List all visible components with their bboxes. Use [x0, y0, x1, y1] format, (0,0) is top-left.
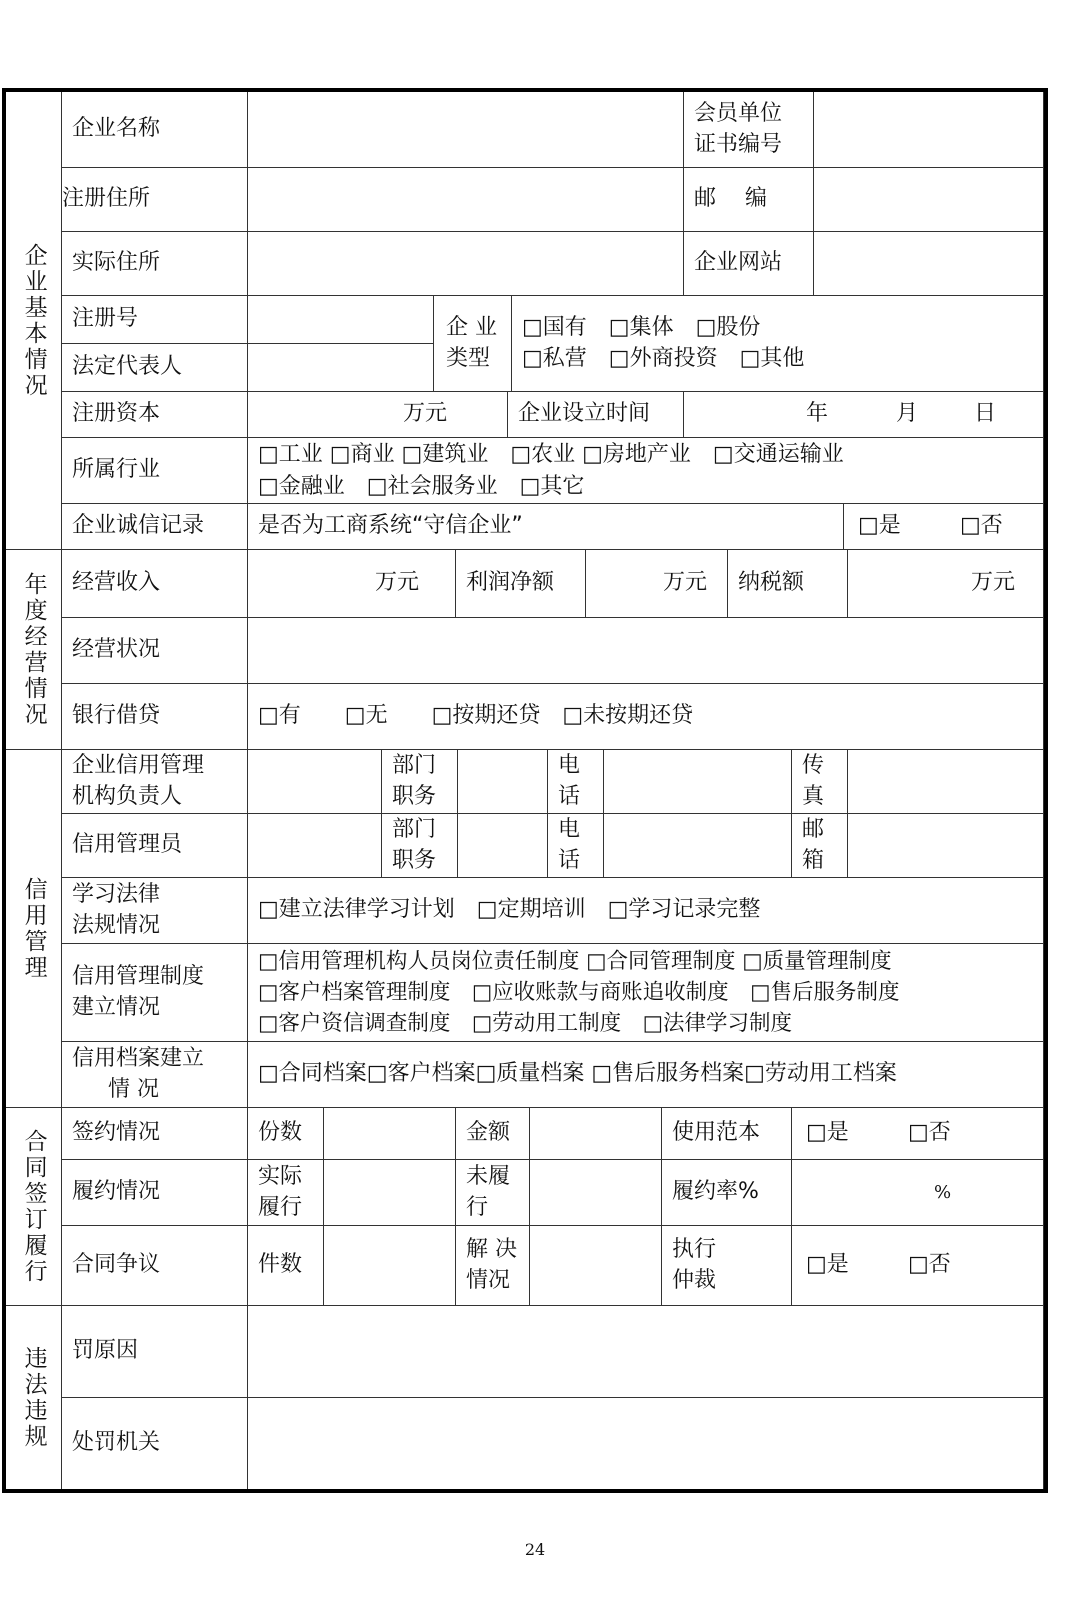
legal-rep-field[interactable] — [248, 344, 434, 392]
label-credit-archive-line1: 信用档案建立 — [72, 1045, 205, 1071]
label-actual-line1: 实际 — [258, 1163, 303, 1189]
label-actual-address: 实际住所 — [62, 232, 248, 296]
label-mail-line2: 箱 — [802, 847, 825, 873]
company-type-options[interactable] — [512, 296, 1044, 392]
label-fax-line1: 传 — [802, 752, 825, 778]
label-performance-rate: 履约率% — [662, 1160, 792, 1226]
page-number: 24 — [524, 1540, 546, 1559]
label-actual-line2: 履行 — [258, 1194, 303, 1220]
industry-options-line1[interactable]: □工业 □商业 □建筑业 □农业 □房地产业 □交通运输业 — [258, 441, 844, 467]
label-credit-manager-tel — [548, 814, 604, 878]
section-label-annual: 年度经营情况 — [6, 550, 62, 750]
label-tax: 纳税额 — [728, 550, 848, 618]
label-company-type-line1: 企 业 — [446, 314, 497, 340]
label-mail-line1: 邮 — [802, 816, 825, 842]
integrity-no-checkbox[interactable]: □否 — [960, 513, 1003, 539]
template-options[interactable] — [792, 1108, 1044, 1160]
label-dept-line2: 职务 — [392, 783, 437, 809]
credit-system-options-line3[interactable]: □客户资信调查制度 □劳动用工制度 □法律学习制度 — [258, 1011, 792, 1037]
label-dispute-count: 件数 — [248, 1226, 324, 1306]
postcode-field[interactable] — [814, 168, 1044, 232]
label-reg-capital: 注册资本 — [62, 392, 248, 438]
net-profit-unit: 万元 — [662, 570, 707, 596]
credit-manager-mail-field[interactable] — [848, 814, 1044, 878]
reg-address-field[interactable] — [248, 168, 684, 232]
penalty-reason-field[interactable] — [248, 1306, 1044, 1398]
website-field[interactable] — [814, 232, 1044, 296]
arbitration-yes-checkbox[interactable]: □是 — [806, 1252, 849, 1278]
template-no-checkbox[interactable]: □否 — [908, 1120, 951, 1146]
company-type-options-line1[interactable]: □国有 □集体 □股份 — [522, 314, 761, 340]
label-dept-line2: 职务 — [392, 847, 437, 873]
label-credit-head — [62, 750, 248, 814]
credit-archive-options[interactable]: □合同档案□客户档案□质量档案 □售后服务档案□劳动用工档案 — [248, 1042, 1044, 1108]
tax-field[interactable] — [848, 550, 1044, 618]
label-credit-head-line1: 企业信用管理 — [72, 752, 205, 778]
label-arbitration-line2: 仲裁 — [672, 1267, 717, 1293]
label-reg-address: 注册住所 — [62, 168, 248, 232]
label-penalty-authority: 处罚机关 — [62, 1398, 248, 1489]
template-yes-checkbox[interactable]: □是 — [806, 1120, 849, 1146]
copies-field[interactable] — [324, 1108, 456, 1160]
credit-head-fax-field[interactable] — [848, 750, 1044, 814]
revenue-unit: 万元 — [374, 570, 419, 596]
unperformed-field[interactable] — [530, 1160, 662, 1226]
label-fax-line2: 真 — [802, 783, 825, 809]
reg-capital-unit: 万元 — [402, 401, 447, 427]
bank-loan-options[interactable]: □有 □无 □按期还贷 □未按期还贷 — [248, 684, 1044, 750]
credit-manager-name-field[interactable] — [248, 814, 382, 878]
label-legal-rep: 法定代表人 — [62, 344, 248, 392]
label-tel-line2: 话 — [558, 847, 581, 873]
label-template: 使用范本 — [662, 1108, 792, 1160]
label-law-study-line2: 法规情况 — [72, 912, 161, 938]
registration-form — [6, 92, 1044, 1489]
label-credit-system-line1: 信用管理制度 — [72, 963, 205, 989]
est-year-label: 年 — [806, 401, 829, 427]
label-signing: 签约情况 — [62, 1108, 248, 1160]
industry-options[interactable] — [248, 438, 1044, 504]
label-penalty-reason: 罚原因 — [62, 1306, 248, 1398]
reg-capital-field[interactable] — [248, 392, 508, 438]
est-month-label: 月 — [896, 401, 919, 427]
label-credit-manager-mail — [792, 814, 848, 878]
label-net-profit: 利润净额 — [456, 550, 586, 618]
company-name-field[interactable] — [248, 92, 684, 168]
label-member-cert — [684, 92, 814, 168]
credit-head-name-field[interactable] — [248, 750, 382, 814]
member-cert-field[interactable] — [814, 92, 1044, 168]
label-credit-head-line2: 机构负责人 — [72, 783, 183, 809]
dispute-count-field[interactable] — [324, 1226, 456, 1306]
label-actual-performed — [248, 1160, 324, 1226]
label-member-cert-line1: 会员单位 — [694, 100, 783, 126]
label-credit-archive-line2: 情 况 — [108, 1076, 159, 1102]
label-credit-manager: 信用管理员 — [62, 814, 248, 878]
integrity-question: 是否为工商系统“守信企业” — [248, 504, 844, 550]
credit-manager-tel-field[interactable] — [604, 814, 792, 878]
form-frame — [2, 88, 1048, 1493]
label-credit-system — [62, 944, 248, 1042]
label-resolution-line2: 情况 — [466, 1267, 511, 1293]
label-law-study — [62, 878, 248, 944]
reg-no-field[interactable] — [248, 296, 434, 344]
label-industry: 所属行业 — [62, 438, 248, 504]
amount-field[interactable] — [530, 1108, 662, 1160]
label-credit-archive — [62, 1042, 248, 1108]
label-company-type-line2: 类型 — [446, 345, 491, 371]
label-business-status: 经营状况 — [62, 618, 248, 684]
label-resolution-line1: 解 决 — [466, 1236, 517, 1262]
label-copies: 份数 — [248, 1108, 324, 1160]
label-website: 企业网站 — [684, 232, 814, 296]
label-dispute: 合同争议 — [62, 1226, 248, 1306]
label-reg-no: 注册号 — [62, 296, 248, 344]
label-integrity: 企业诚信记录 — [62, 504, 248, 550]
credit-head-dept-field[interactable] — [458, 750, 548, 814]
label-est-time: 企业设立时间 — [508, 392, 684, 438]
label-resolution — [456, 1226, 530, 1306]
label-unperformed — [456, 1160, 530, 1226]
credit-system-options[interactable] — [248, 944, 1044, 1042]
label-amount: 金额 — [456, 1108, 530, 1160]
company-type-options-line2[interactable]: □私营 □外商投资 □其他 — [522, 345, 805, 371]
credit-manager-dept-field[interactable] — [458, 814, 548, 878]
label-credit-system-line2: 建立情况 — [72, 994, 161, 1020]
label-credit-head-fax — [792, 750, 848, 814]
label-credit-head-tel — [548, 750, 604, 814]
label-postcode: 邮 编 — [684, 168, 814, 232]
industry-options-line2[interactable]: □金融业 □社会服务业 □其它 — [258, 473, 585, 499]
label-arbitration — [662, 1226, 792, 1306]
performance-rate-field[interactable] — [792, 1160, 1044, 1226]
label-tel-line2: 话 — [558, 783, 581, 809]
section-label-credit: 信用管理 — [6, 750, 62, 1108]
actual-performed-field[interactable] — [324, 1160, 456, 1226]
est-time-field[interactable] — [684, 392, 1044, 438]
net-profit-field[interactable] — [586, 550, 728, 618]
section-label-violation: 违法违规 — [6, 1306, 62, 1489]
section-label-contract: 合同签订履行 — [6, 1108, 62, 1306]
section-label-basic: 企业基本情况 — [6, 92, 62, 550]
credit-head-tel-field[interactable] — [604, 750, 792, 814]
label-arbitration-line1: 执行 — [672, 1236, 717, 1262]
tax-unit: 万元 — [970, 570, 1015, 596]
label-company-type — [434, 296, 512, 392]
label-credit-manager-dept — [382, 814, 458, 878]
label-bank-loan: 银行借贷 — [62, 684, 248, 750]
actual-address-field[interactable] — [248, 232, 684, 296]
credit-system-options-line1[interactable]: □信用管理机构人员岗位责任制度 □合同管理制度 □质量管理制度 — [258, 948, 892, 974]
label-company-name: 企业名称 — [62, 92, 248, 168]
label-dept-line1: 部门 — [392, 816, 437, 842]
percent-sign: % — [933, 1181, 952, 1203]
law-study-options[interactable]: □建立法律学习计划 □定期培训 □学习记录完整 — [248, 878, 1044, 944]
label-dept-line1: 部门 — [392, 752, 437, 778]
label-credit-head-dept — [382, 750, 458, 814]
integrity-options[interactable] — [844, 504, 1044, 550]
label-tel-line1: 电 — [558, 752, 581, 778]
arbitration-options[interactable] — [792, 1226, 1044, 1306]
label-revenue: 经营收入 — [62, 550, 248, 618]
arbitration-no-checkbox[interactable]: □否 — [908, 1252, 951, 1278]
penalty-authority-field[interactable] — [248, 1398, 1044, 1489]
label-law-study-line1: 学习法律 — [72, 881, 161, 907]
integrity-yes-checkbox[interactable]: □是 — [858, 513, 901, 539]
label-performance: 履约情况 — [62, 1160, 248, 1226]
business-status-field[interactable] — [248, 618, 1044, 684]
label-unperformed-line2: 行 — [466, 1194, 489, 1220]
est-day-label: 日 — [974, 401, 997, 427]
credit-system-options-line2[interactable]: □客户档案管理制度 □应收账款与商账追收制度 □售后服务制度 — [258, 979, 900, 1005]
resolution-field[interactable] — [530, 1226, 662, 1306]
label-member-cert-line2: 证书编号 — [694, 131, 783, 157]
revenue-field[interactable] — [248, 550, 456, 618]
label-tel-line1: 电 — [558, 816, 581, 842]
label-unperformed-line1: 未履 — [466, 1163, 511, 1189]
